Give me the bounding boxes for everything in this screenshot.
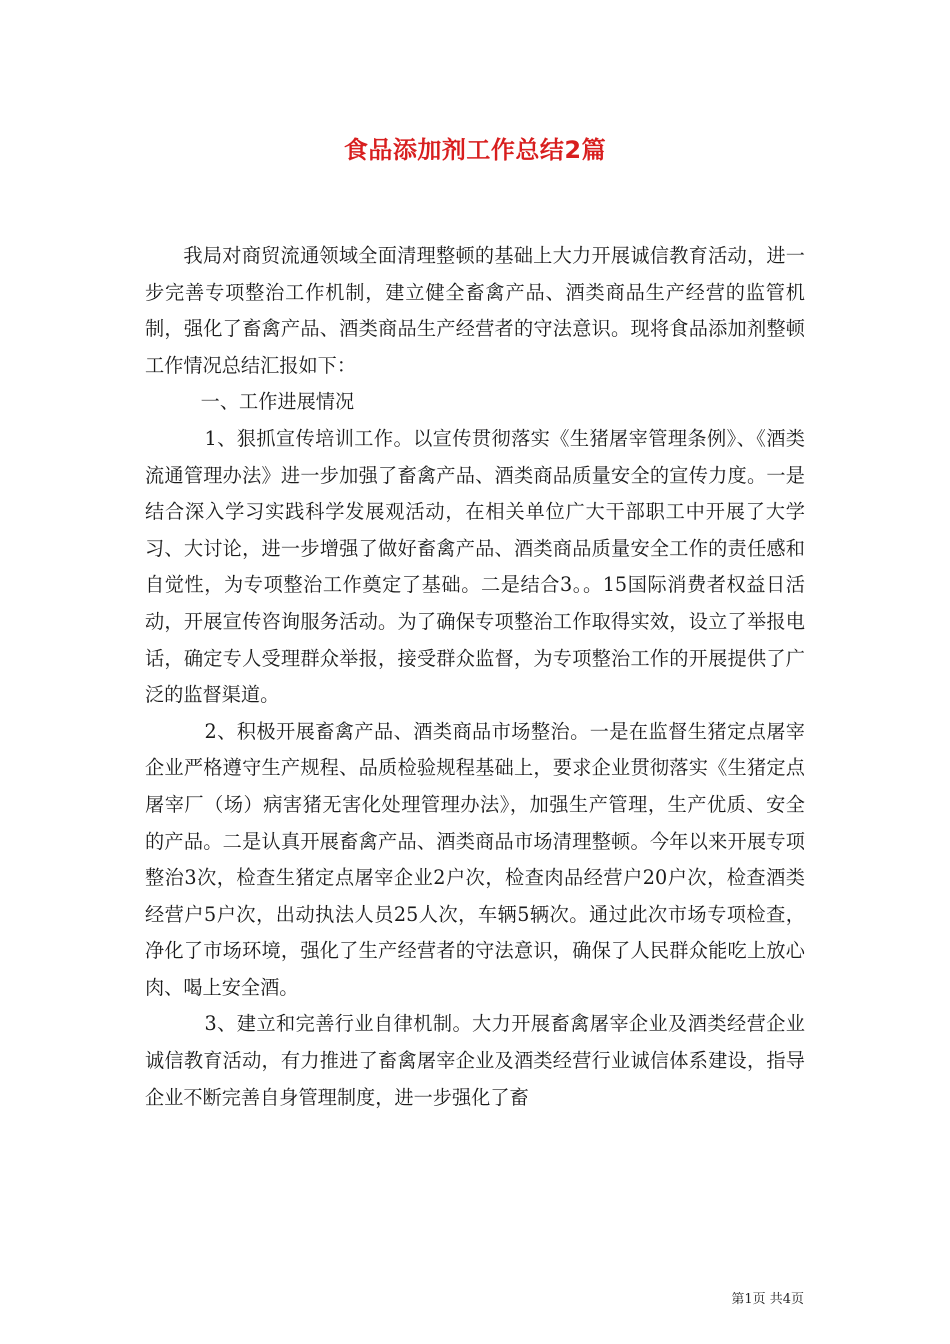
document-title: 食品添加剂工作总结2篇 — [343, 136, 607, 164]
item-paragraph-3: 3、建立和完善行业自律机制。大力开展畜禽屠宰企业及酒类经营企业诚信教育活动，有力推进了畜禽屠宰企业及酒类经营行业诚信体系建设，指导企业不断完善自身管理制度，进一步强化了畜 — [145, 1012, 805, 1109]
intro-paragraph: 我局对商贸流通领域全面清理整顿的基础上大力开展诚信教育活动，进一步完善专项整治工作机制，建立健全畜禽产品、酒类商品生产经营的监管机制，强化了畜禽产品、酒类商品生产经营者的守法意识。现将食品添加剂整顿工作情况总结汇报如下： — [145, 244, 805, 377]
item-paragraph-1: 1、狠抓宣传培训工作。以宣传贯彻落实《生猪屠宰管理条例》、《酒类流通管理办法》进一步加强了畜禽产品、酒类商品质量安全的宣传力度。一是结合深入学习实践科学发展观活动，在相关单位广大干部职工中开展了大学习、大讨论，进一步增强了做好畜禽产品、酒类商品质量安全工作的责任感和自觉性，为专项整治工作奠定了基础。二是结合3。。15国际消费者权益日活动，开展宣传咨询服务活动。为了确保专项整治工作取得实效，设立了举报电话，确定专人受理群众举报，接受群众监督，为专项整治工作的开展提供了广泛的监督渠道。 — [145, 426, 805, 707]
section-heading: 一、工作进展情况 — [200, 390, 355, 414]
page-number: 第1页 共4页 — [731, 1292, 804, 1307]
item-paragraph-2: 2、积极开展畜禽产品、酒类商品市场整治。一是在监督生猪定点屠宰企业严格遵守生产规程、品质检验规程基础上，要求企业贯彻落实《生猪定点屠宰厂（场）病害猪无害化处理管理办法》，加强生产管理，生产优质、安全的产品。二是认真开展畜禽产品、酒类商品市场清理整顿。今年以来开展专项整治3次，检查生猪定点屠宰企业2户次，检查肉品经营户20户次，检查酒类经营户5户次，出动执法人员25人次，车辆5辆次。通过此次市场专项检查，净化了市场环境，强化了生产经营者的守法意识，确保了人民群众能吃上放心肉、喝上安全酒。 — [145, 719, 805, 999]
document-body — [145, 238, 805, 1116]
